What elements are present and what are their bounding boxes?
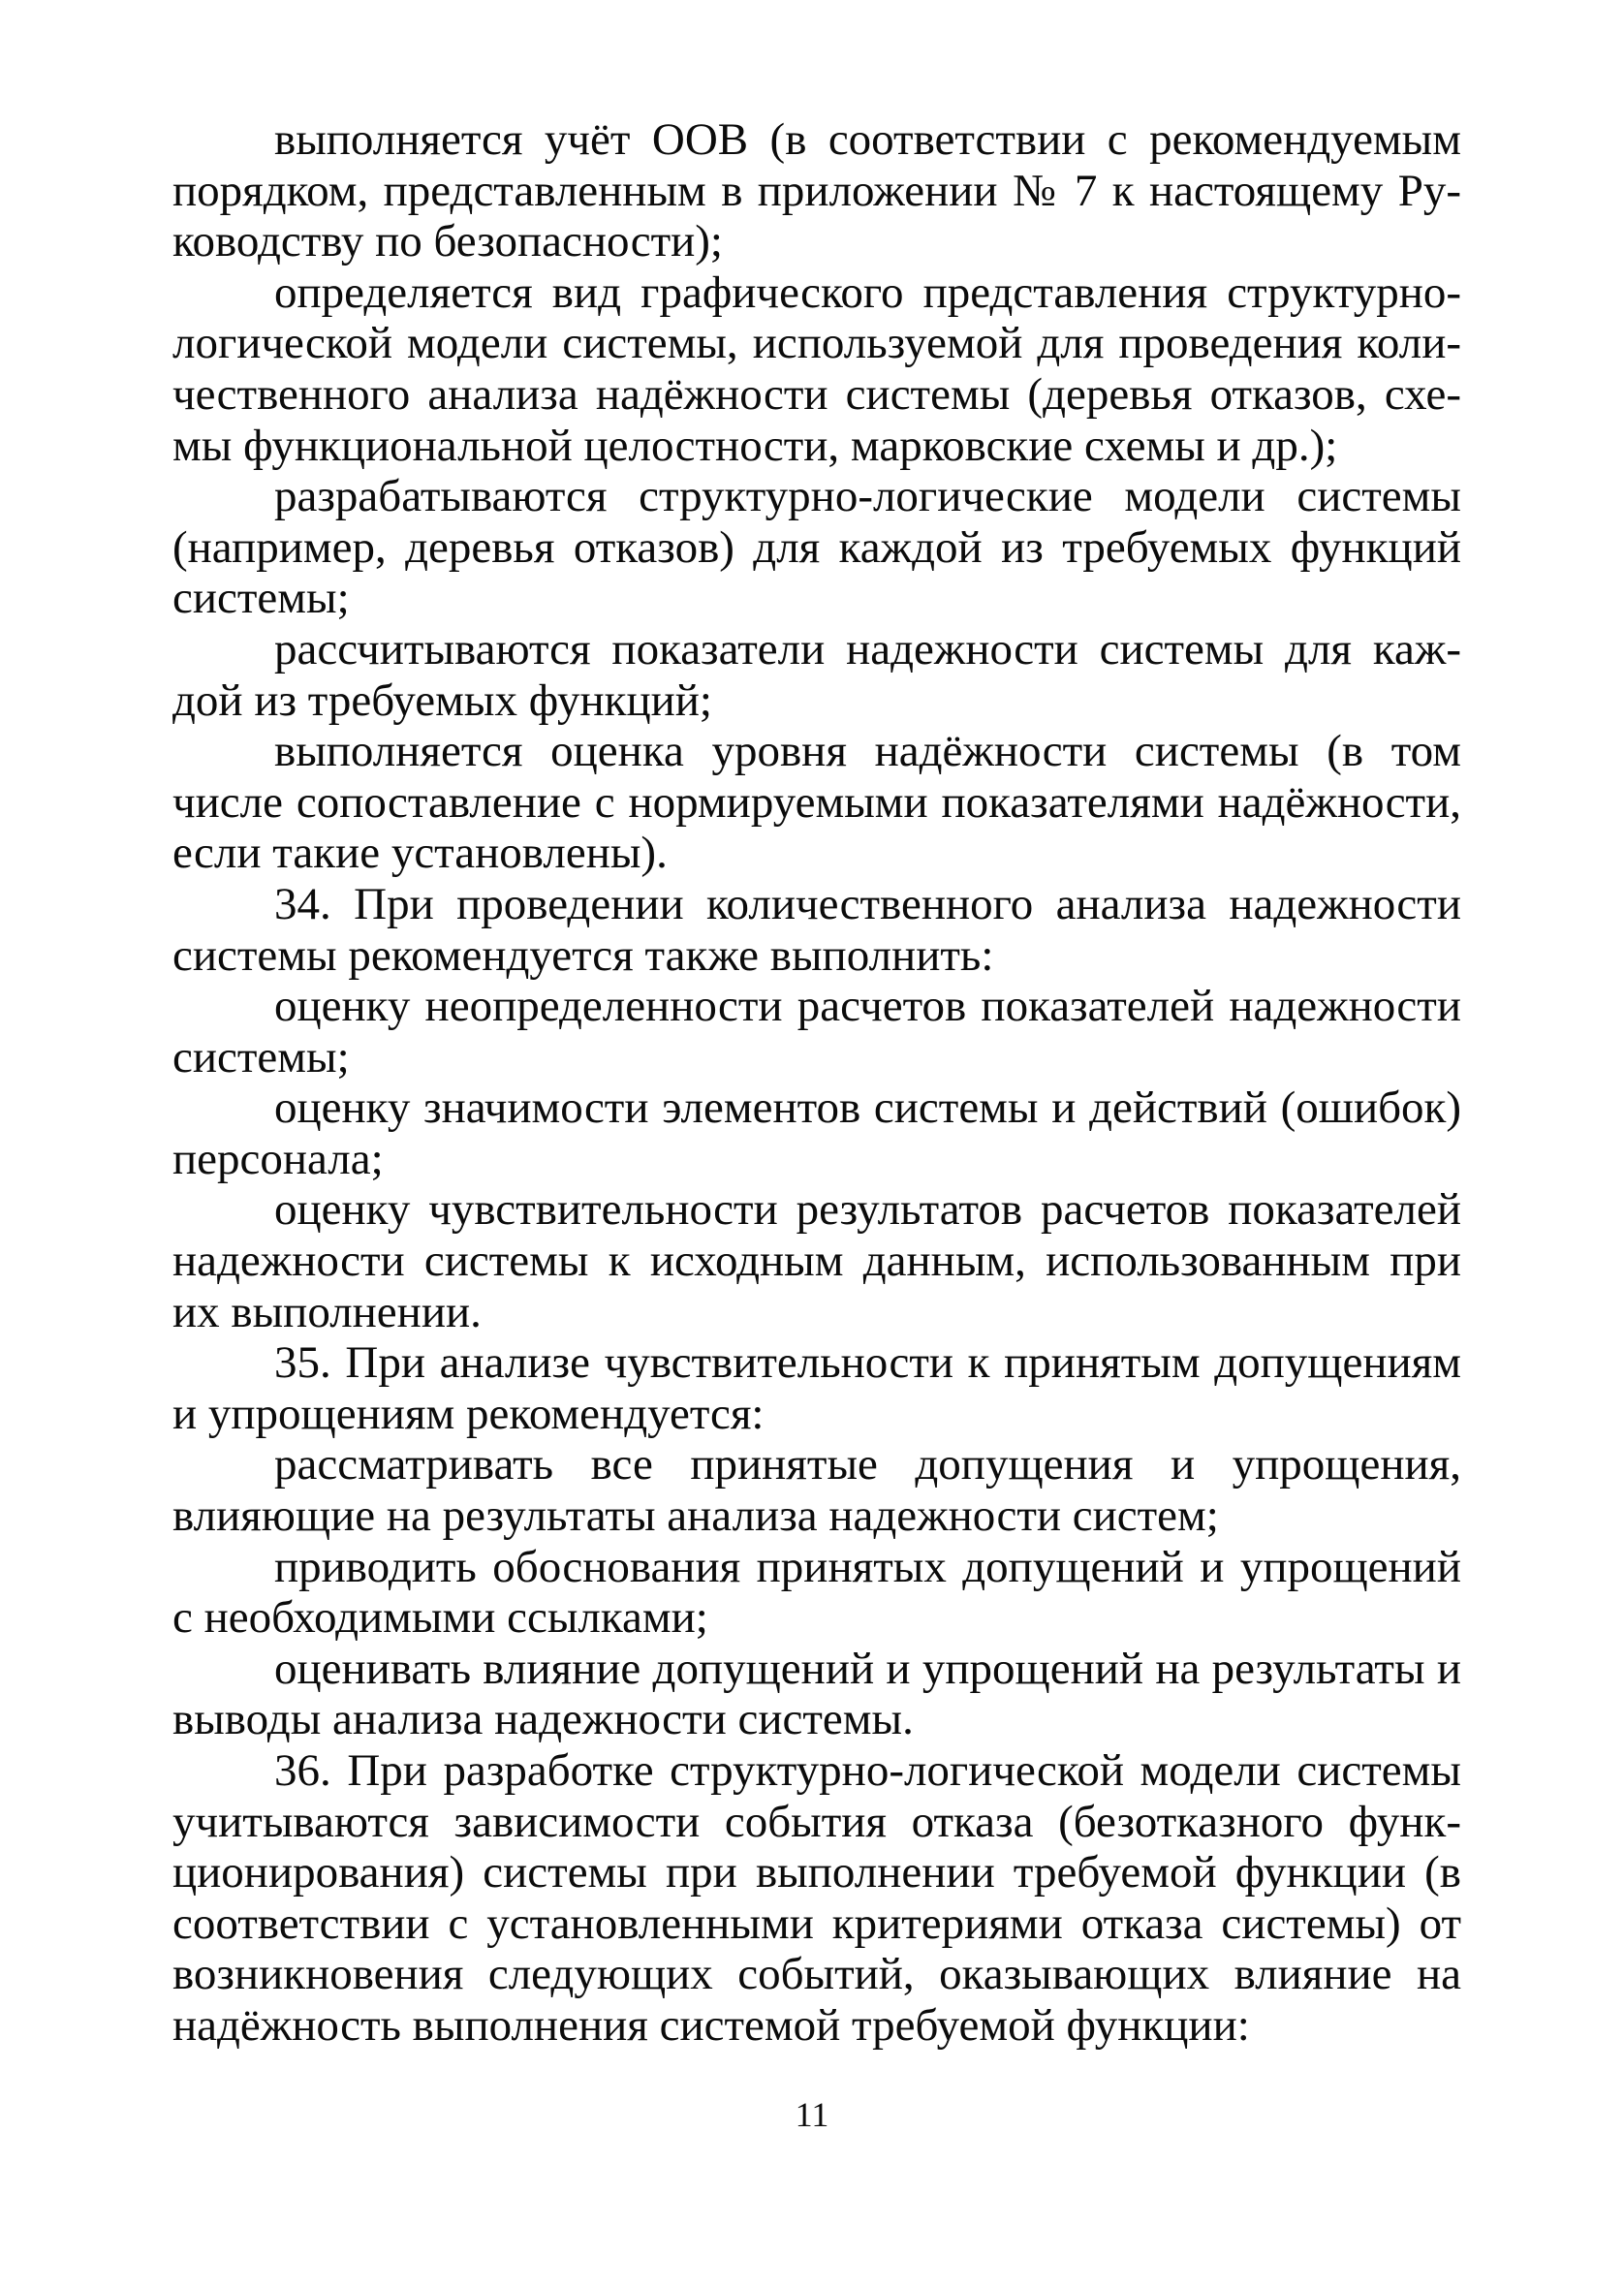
- paragraph: разрабатываются структурно-логические модели системы (например, деревья отказов) для каждой из требуемых функций системы;: [172, 471, 1461, 624]
- section-36-paragraph: 36. При разработке структурно-логической модели системы учитываются зависимости события отказа (безотказного функционирования) системы при выполнении требуемой функции (в соответствии с установленными критериями отказа системы) от возникновения следующих событий, оказывающих влияние на надёжность выполнения системой требуемой функции:: [172, 1745, 1461, 2051]
- document-body: [172, 114, 1461, 2052]
- paragraph: выполняется оценка уровня надёжности системы (в том числе сопоставление с нормируемыми показателями надёжности, если такие установлены).: [172, 726, 1461, 879]
- paragraph: оценку значимости элементов системы и действий (ошибок) персонала;: [172, 1082, 1461, 1184]
- page-number: 11: [795, 2095, 829, 2134]
- section-35-paragraph: 35. При анализе чувствительности к принятым допущениям и упрощениям рекомендуется:: [172, 1337, 1461, 1439]
- paragraph: выполняется учёт ООВ (в соответствии с рекомендуемым порядком, представленным в приложении № 7 к настоящему Руководству по безопасности);: [172, 114, 1461, 267]
- section-34-paragraph: 34. При проведении количественного анализа надежности системы рекомендуется также выполнить:: [172, 878, 1461, 981]
- paragraph: оценку неопределенности расчетов показателей надежности системы;: [172, 981, 1461, 1082]
- paragraph: оценивать влияние допущений и упрощений на результаты и выводы анализа надежности системы.: [172, 1643, 1461, 1745]
- paragraph: рассматривать все принятые допущения и упрощения, влияющие на результаты анализа надежности систем;: [172, 1439, 1461, 1542]
- paragraph: приводить обоснования принятых допущений и упрощений с необходимыми ссылками;: [172, 1541, 1461, 1644]
- paragraph: рассчитываются показатели надежности системы для каждой из требуемых функций;: [172, 623, 1461, 726]
- paragraph: оценку чувствительности результатов расчетов показателей надежности системы к исходным данным, использованным при их выполнении.: [172, 1184, 1461, 1337]
- paragraph: определяется вид графического представления структурнологической модели системы, используемой для проведения количественного анализа надёжности системы (деревья отказов, схемы функциональной целостности, марковские схемы и др.);: [172, 267, 1461, 471]
